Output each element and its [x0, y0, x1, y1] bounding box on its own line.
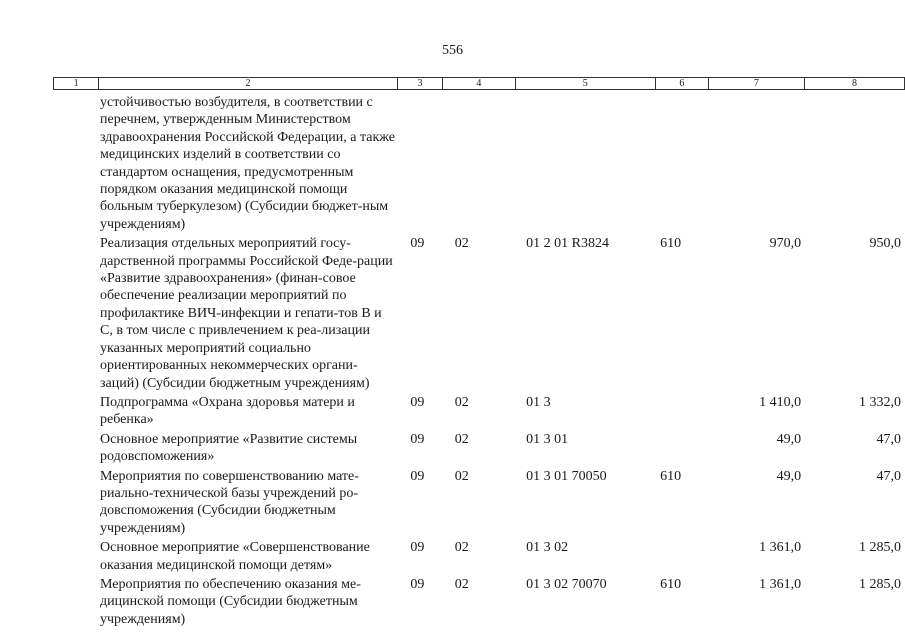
row-subsection: 02: [454, 540, 469, 556]
header-col-8: 8: [804, 78, 904, 90]
row-amount-2: 1 285,0: [859, 576, 901, 592]
row-target-article: 01 3 01: [526, 431, 569, 447]
column-number-header: [53, 77, 905, 90]
row-subsection: 02: [454, 431, 469, 447]
row-expense-type: 610: [660, 236, 682, 252]
row-amount-2: [805, 94, 905, 235]
row-amount-1: 49,0: [776, 431, 802, 447]
row-subsection: 02: [454, 394, 469, 410]
row-section: 09: [410, 236, 425, 252]
table-row: [53, 468, 905, 540]
row-amount-1: 1 361,0: [759, 540, 802, 556]
row-amount-1: 1 361,0: [759, 576, 802, 592]
row-amount-2: 1 332,0: [859, 394, 901, 410]
row-amount-1: 49,0: [776, 468, 802, 484]
row-name: Мероприятия по обеспечению оказания ме-дицинской помощи (Субсидии бюджетным учреждениям): [100, 576, 361, 627]
table-row: [53, 394, 905, 431]
table-row: [53, 576, 905, 628]
row-name: Основное мероприятие «Совершенствование оказания медицинской помощи детям»: [100, 540, 370, 573]
row-amount-2: 47,0: [876, 468, 901, 484]
budget-table: [53, 94, 905, 628]
row-amount-2: 1 285,0: [859, 540, 901, 556]
row-subsection: 02: [454, 576, 469, 592]
row-name: Основное мероприятие «Развитие системы родовспоможения»: [100, 431, 358, 465]
header-col-4: 4: [443, 78, 516, 90]
row-amount-2: 950,0: [869, 236, 901, 252]
row-target-article: 01 3: [526, 394, 551, 410]
header-col-7: 7: [708, 78, 804, 90]
row-target-article: 01 2 01 R3824: [526, 236, 609, 252]
row-name: Мероприятия по совершенствованию мате-риально-технической базы учреждений ро-довспоможения (Субсидии бюджетным учреждениям): [100, 468, 359, 536]
row-amount-2: 47,0: [876, 431, 901, 447]
row-subsection: [444, 94, 516, 235]
row-section: 09: [410, 468, 425, 484]
header-col-3: 3: [397, 78, 442, 90]
row-expense-type: [656, 539, 709, 576]
row-section: 09: [410, 576, 425, 592]
row-section: 09: [410, 540, 425, 556]
row-expense-type: [656, 94, 709, 235]
table-row: [53, 539, 905, 576]
row-amount-1: [709, 94, 805, 235]
table-row: [53, 235, 905, 394]
row-name: устойчивостью возбудителя, в соответствии с перечнем, утвержденным Министерством здравоохранения Российской Федерации, а также медицинских изделий в соответствии со стандартом оснащения, предусмотренным порядком оказания медицинской помощи больным туберкулезом) (Субсидии бюджет-ным учреждениям): [100, 95, 395, 232]
row-amount-1: 1 410,0: [759, 394, 802, 410]
row-target-article: 01 3 01 70050: [526, 468, 607, 484]
header-col-6: 6: [655, 78, 708, 90]
row-name: Подпрограмма «Охрана здоровья матери и ребенка»: [100, 394, 355, 428]
row-target-article: 01 3 02: [526, 540, 569, 556]
row-subsection: 02: [454, 236, 469, 252]
row-subsection: 02: [454, 468, 469, 484]
row-amount-1: 970,0: [769, 236, 802, 252]
row-name: Реализация отдельных мероприятий госу-дарственной программы Российской Феде-рации «Развитие здравоохранения» (финан-совое обеспечение реализации мероприятий по профилактике ВИЧ-инфекции и гепати-тов В и С, в том числе с привлечением к реа-лизации указанных мероприятий социально ориентированных некоммерческих органи-заций) (Субсидии бюджетным учреждениям): [100, 236, 393, 391]
row-section: [398, 94, 443, 235]
row-expense-type: 610: [660, 576, 682, 592]
header-col-2: 2: [99, 78, 398, 90]
row-section: 09: [410, 431, 425, 447]
table-row: [53, 431, 905, 468]
header-col-1: 1: [54, 78, 99, 90]
row-section: 09: [410, 394, 425, 410]
page-number: 556: [442, 43, 463, 58]
row-expense-type: [656, 394, 709, 431]
row-target-article: [516, 94, 656, 235]
table-row: [53, 94, 905, 235]
row-target-article: 01 3 02 70070: [526, 576, 607, 592]
row-expense-type: [656, 431, 709, 468]
row-expense-type: 610: [660, 468, 682, 484]
header-col-5: 5: [515, 78, 655, 90]
